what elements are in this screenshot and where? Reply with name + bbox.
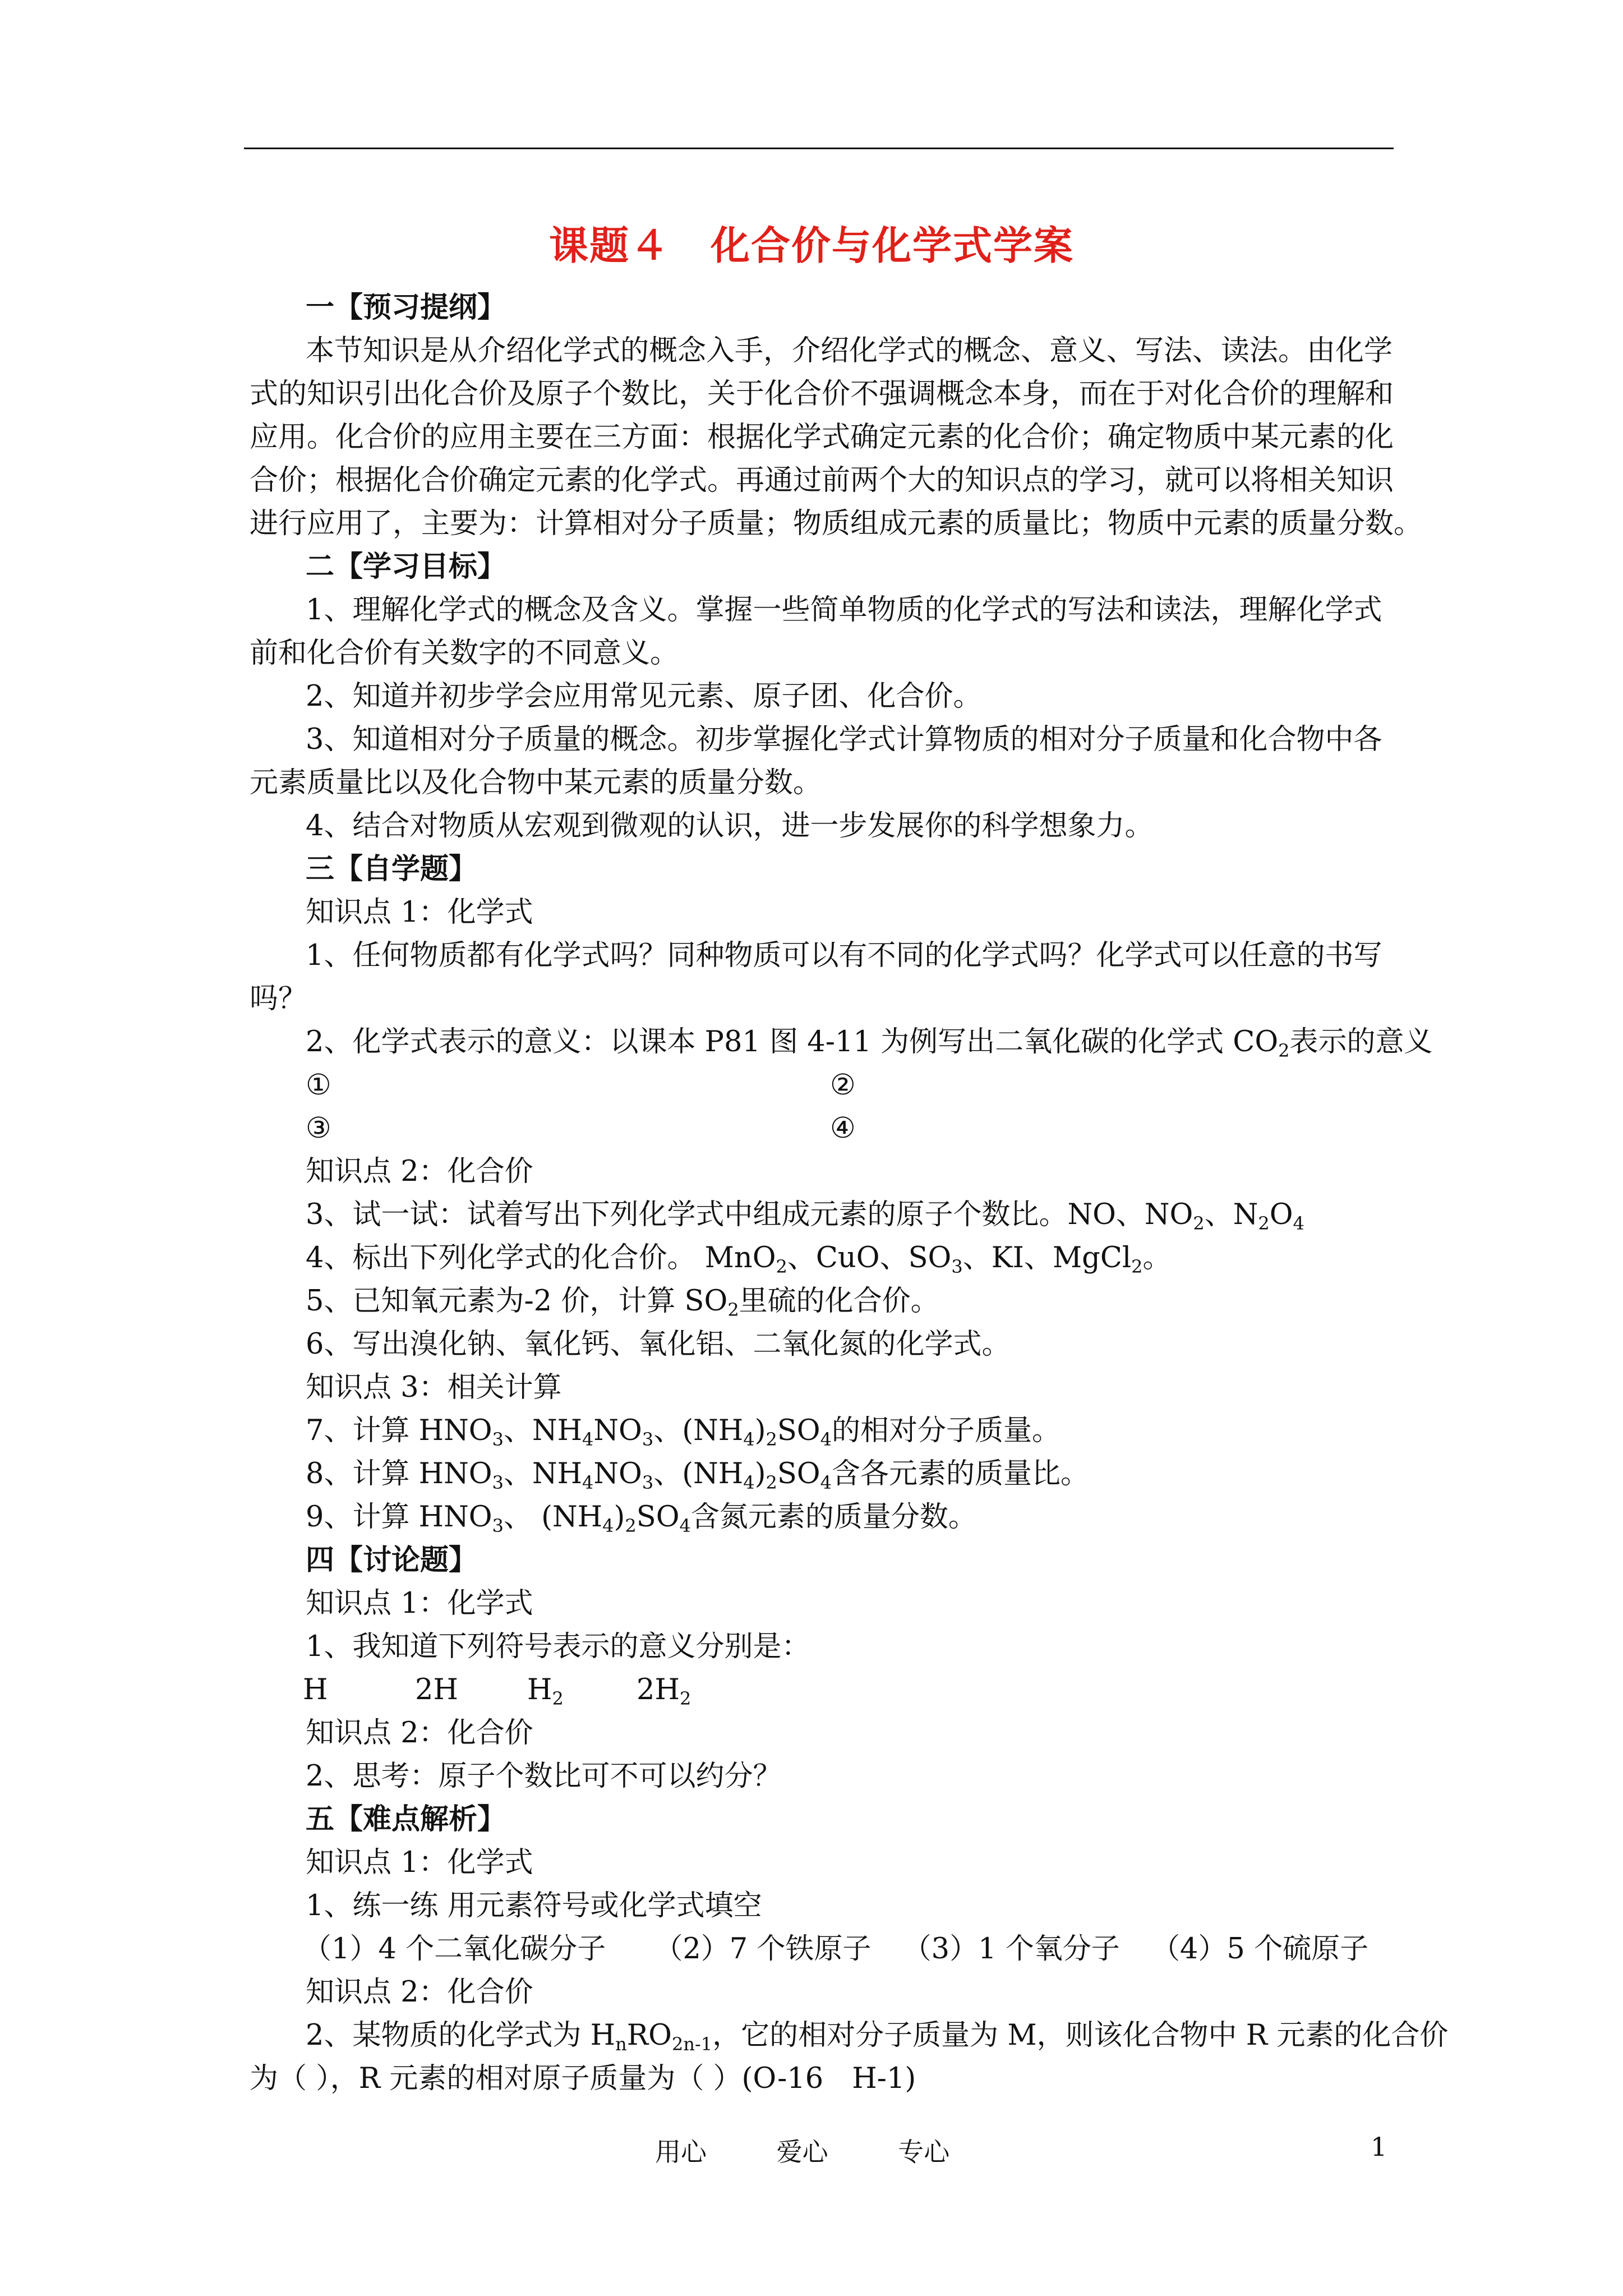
footer-motto <box>655 2132 949 2169</box>
question-line: 2、某物质的化学式为 $H_nRO_{2n-1}$，它的相对分子质量为 M，则该化合物中 R 元素的化合价 <box>306 2019 1449 2055</box>
question-line: 7、计算 $HNO_3$、$NH_4NO_3$、$(NH_4)_2SO_4$的相对分子质量。 <box>306 1414 1061 1450</box>
section-heading-preview: 一【预习提纲】 <box>306 291 506 324</box>
fill-item-1: （1）4 个二氧化碳分子 <box>303 1932 606 1966</box>
knowledge-point: 知识点 2：化合价 <box>306 1717 533 1750</box>
fill-item-2: （2）7 个铁原子 <box>654 1932 872 1966</box>
answer-markers-row <box>250 1064 1394 1107</box>
knowledge-point: 知识点 1：化学式 <box>306 1587 533 1620</box>
goal-line: 3、知道相对分子质量的概念。初步掌握化学式计算物质的相对分子质量和化合物中各 <box>306 723 1382 756</box>
question-line: 2、化学式表示的意义：以课本 P81 图 4-11 为例写出二氧化碳的化学式 $CO_2$表示的意义 <box>306 1025 1433 1061</box>
question-line: 为（ ），R 元素的相对原子质量为（ ）(O-16 H-1) <box>250 2062 916 2095</box>
symbols-row <box>250 1668 1394 1711</box>
goal-line: 1、理解化学式的概念及含义。掌握一些简单物质的化学式的写法和读法，理解化学式 <box>306 593 1382 627</box>
marker-3: ③ <box>306 1112 331 1145</box>
question-line: 6、写出溴化钠、氧化钙、氧化铝、二氧化氮的化学式。 <box>306 1328 1011 1361</box>
marker-2: ② <box>830 1069 856 1102</box>
knowledge-point: 知识点 2：化合价 <box>306 1155 533 1188</box>
question-line: 1、我知道下列符号表示的意义分别是： <box>306 1630 810 1663</box>
marker-1: ① <box>306 1069 331 1102</box>
question-line: 8、计算 $HNO_3$、$NH_4NO_3$、$(NH_4)_2SO_4$含各元素的质量比。 <box>306 1457 1089 1493</box>
fill-blank-row <box>250 1927 1394 1971</box>
marker-4: ④ <box>830 1112 856 1145</box>
symbol-h2: $H_2$ <box>527 1673 564 1709</box>
fill-item-3: （3）1 个氧分子 <box>902 1932 1120 1966</box>
knowledge-point: 知识点 1：化学式 <box>306 1846 533 1879</box>
page-title: 课题４ 化合价与化学式学案 <box>549 222 1074 269</box>
goal-line: 前和化合价有关数字的不同意义。 <box>250 637 679 670</box>
symbol-2h2: $2H_2$ <box>637 1673 691 1709</box>
knowledge-point: 知识点 2：化合价 <box>306 1976 533 2009</box>
section-heading-difficulty: 五【难点解析】 <box>306 1802 506 1836</box>
question-line: 2、思考：原子个数比可不可以约分？ <box>306 1760 782 1793</box>
question-line: 吗？ <box>250 982 307 1015</box>
question-line: 1、任何物质都有化学式吗？同种物质可以有不同的化学式吗？化学式可以任意的书写 <box>306 939 1382 972</box>
footer-word-2: 爱心 <box>776 2137 828 2167</box>
preview-line: 本节知识是从介绍化学式的概念入手，介绍化学式的概念、意义、写法、读法。由化学 <box>306 334 1393 367</box>
footer-word-1: 用心 <box>655 2137 707 2167</box>
preview-line: 应用。化合价的应用主要在三方面：根据化学式确定元素的化合价；确定物质中某元素的化 <box>250 421 1394 454</box>
symbol-2h: 2H <box>415 1673 458 1706</box>
preview-line: 式的知识引出化合价及原子个数比，关于化合价不强调概念本身，而在于对化合价的理解和 <box>250 378 1394 411</box>
answer-markers-row <box>250 1107 1394 1150</box>
page-number: 1 <box>1371 2132 1387 2162</box>
knowledge-point: 知识点 1：化学式 <box>306 896 533 929</box>
header-rule <box>244 148 1394 149</box>
document-body <box>250 286 1449 2100</box>
section-heading-self-study: 三【自学题】 <box>306 852 478 886</box>
preview-line: 合价；根据化合价确定元素的化学式。再通过前两个大的知识点的学习，就可以将相关知识 <box>250 464 1394 497</box>
question-line: 9、计算 $HNO_3$、 $(NH_4)_2SO_4$含氮元素的质量分数。 <box>306 1501 977 1536</box>
preview-line: 进行应用了，主要为：计算相对分子质量；物质组成元素的质量比；物质中元素的质量分数。 <box>250 507 1423 540</box>
goal-line: 元素质量比以及化合物中某元素的质量分数。 <box>250 766 822 799</box>
question-line: 5、已知氧元素为-2 价，计算 $SO_2$里硫的化合价。 <box>306 1285 939 1320</box>
section-heading-discussion: 四【讨论题】 <box>306 1543 478 1577</box>
question-line: 3、试一试：试着写出下列化学式中组成元素的原子个数比。NO、$NO_2$、$N_2O_4$ <box>306 1198 1304 1234</box>
symbol-h: H <box>303 1673 328 1706</box>
goal-line: 4、结合对物质从宏观到微观的认识，进一步发展你的科学想象力。 <box>306 809 1154 843</box>
fill-item-4: （4）5 个硫原子 <box>1151 1932 1369 1966</box>
footer-word-3: 专心 <box>898 2137 950 2167</box>
goal-line: 2、知道并初步学会应用常见元素、原子团、化合价。 <box>306 680 982 713</box>
question-line: 1、练一练 用元素符号或化学式填空 <box>306 1889 762 1922</box>
knowledge-point: 知识点 3：相关计算 <box>306 1371 562 1404</box>
question-line: 4、标出下列化学式的化合价。 MnO$_2$、CuO、$SO_3$、KI、MgCl$_2$。 <box>306 1241 1172 1277</box>
section-heading-goals: 二【学习目标】 <box>306 550 506 583</box>
